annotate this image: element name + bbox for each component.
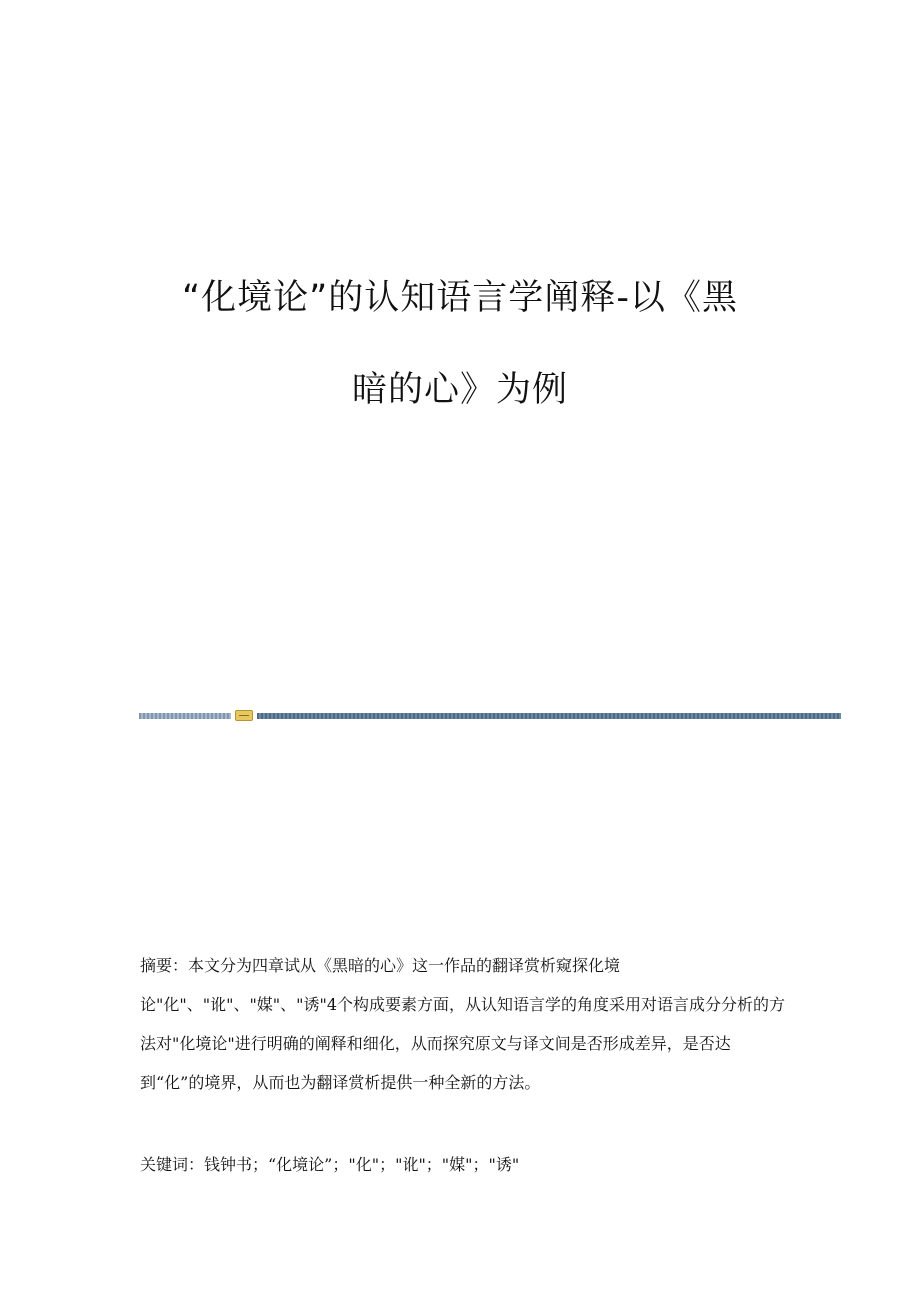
keywords-line: 关键词：钱钟书；“化境论”；"化"；"讹"；"媒"；"诱" xyxy=(140,1155,520,1174)
ornament-icon xyxy=(235,710,253,721)
document-title xyxy=(130,252,790,436)
divider-bar-right xyxy=(257,713,841,719)
section-divider xyxy=(139,710,841,721)
title-line-2: 暗的心》为例 xyxy=(351,370,568,410)
divider-bar-left xyxy=(139,713,231,719)
title-line-1: “化境论”的认知语言学阐释-以《黑 xyxy=(182,278,738,318)
abstract-paragraph: 摘要：本文分为四章试从《黑暗的心》这一作品的翻译赏析窥探化境论"化"、"讹"、"媒"、"诱"4个构成要素方面，从认知语言学的角度采用对语言成分分析的方法对"化境论"进行明确的阐释和细化，从而探究原文与译文间是否形成差异，是否达到“化”的境界，从而也为翻译赏析提供一种全新的方法。 xyxy=(140,956,786,1092)
